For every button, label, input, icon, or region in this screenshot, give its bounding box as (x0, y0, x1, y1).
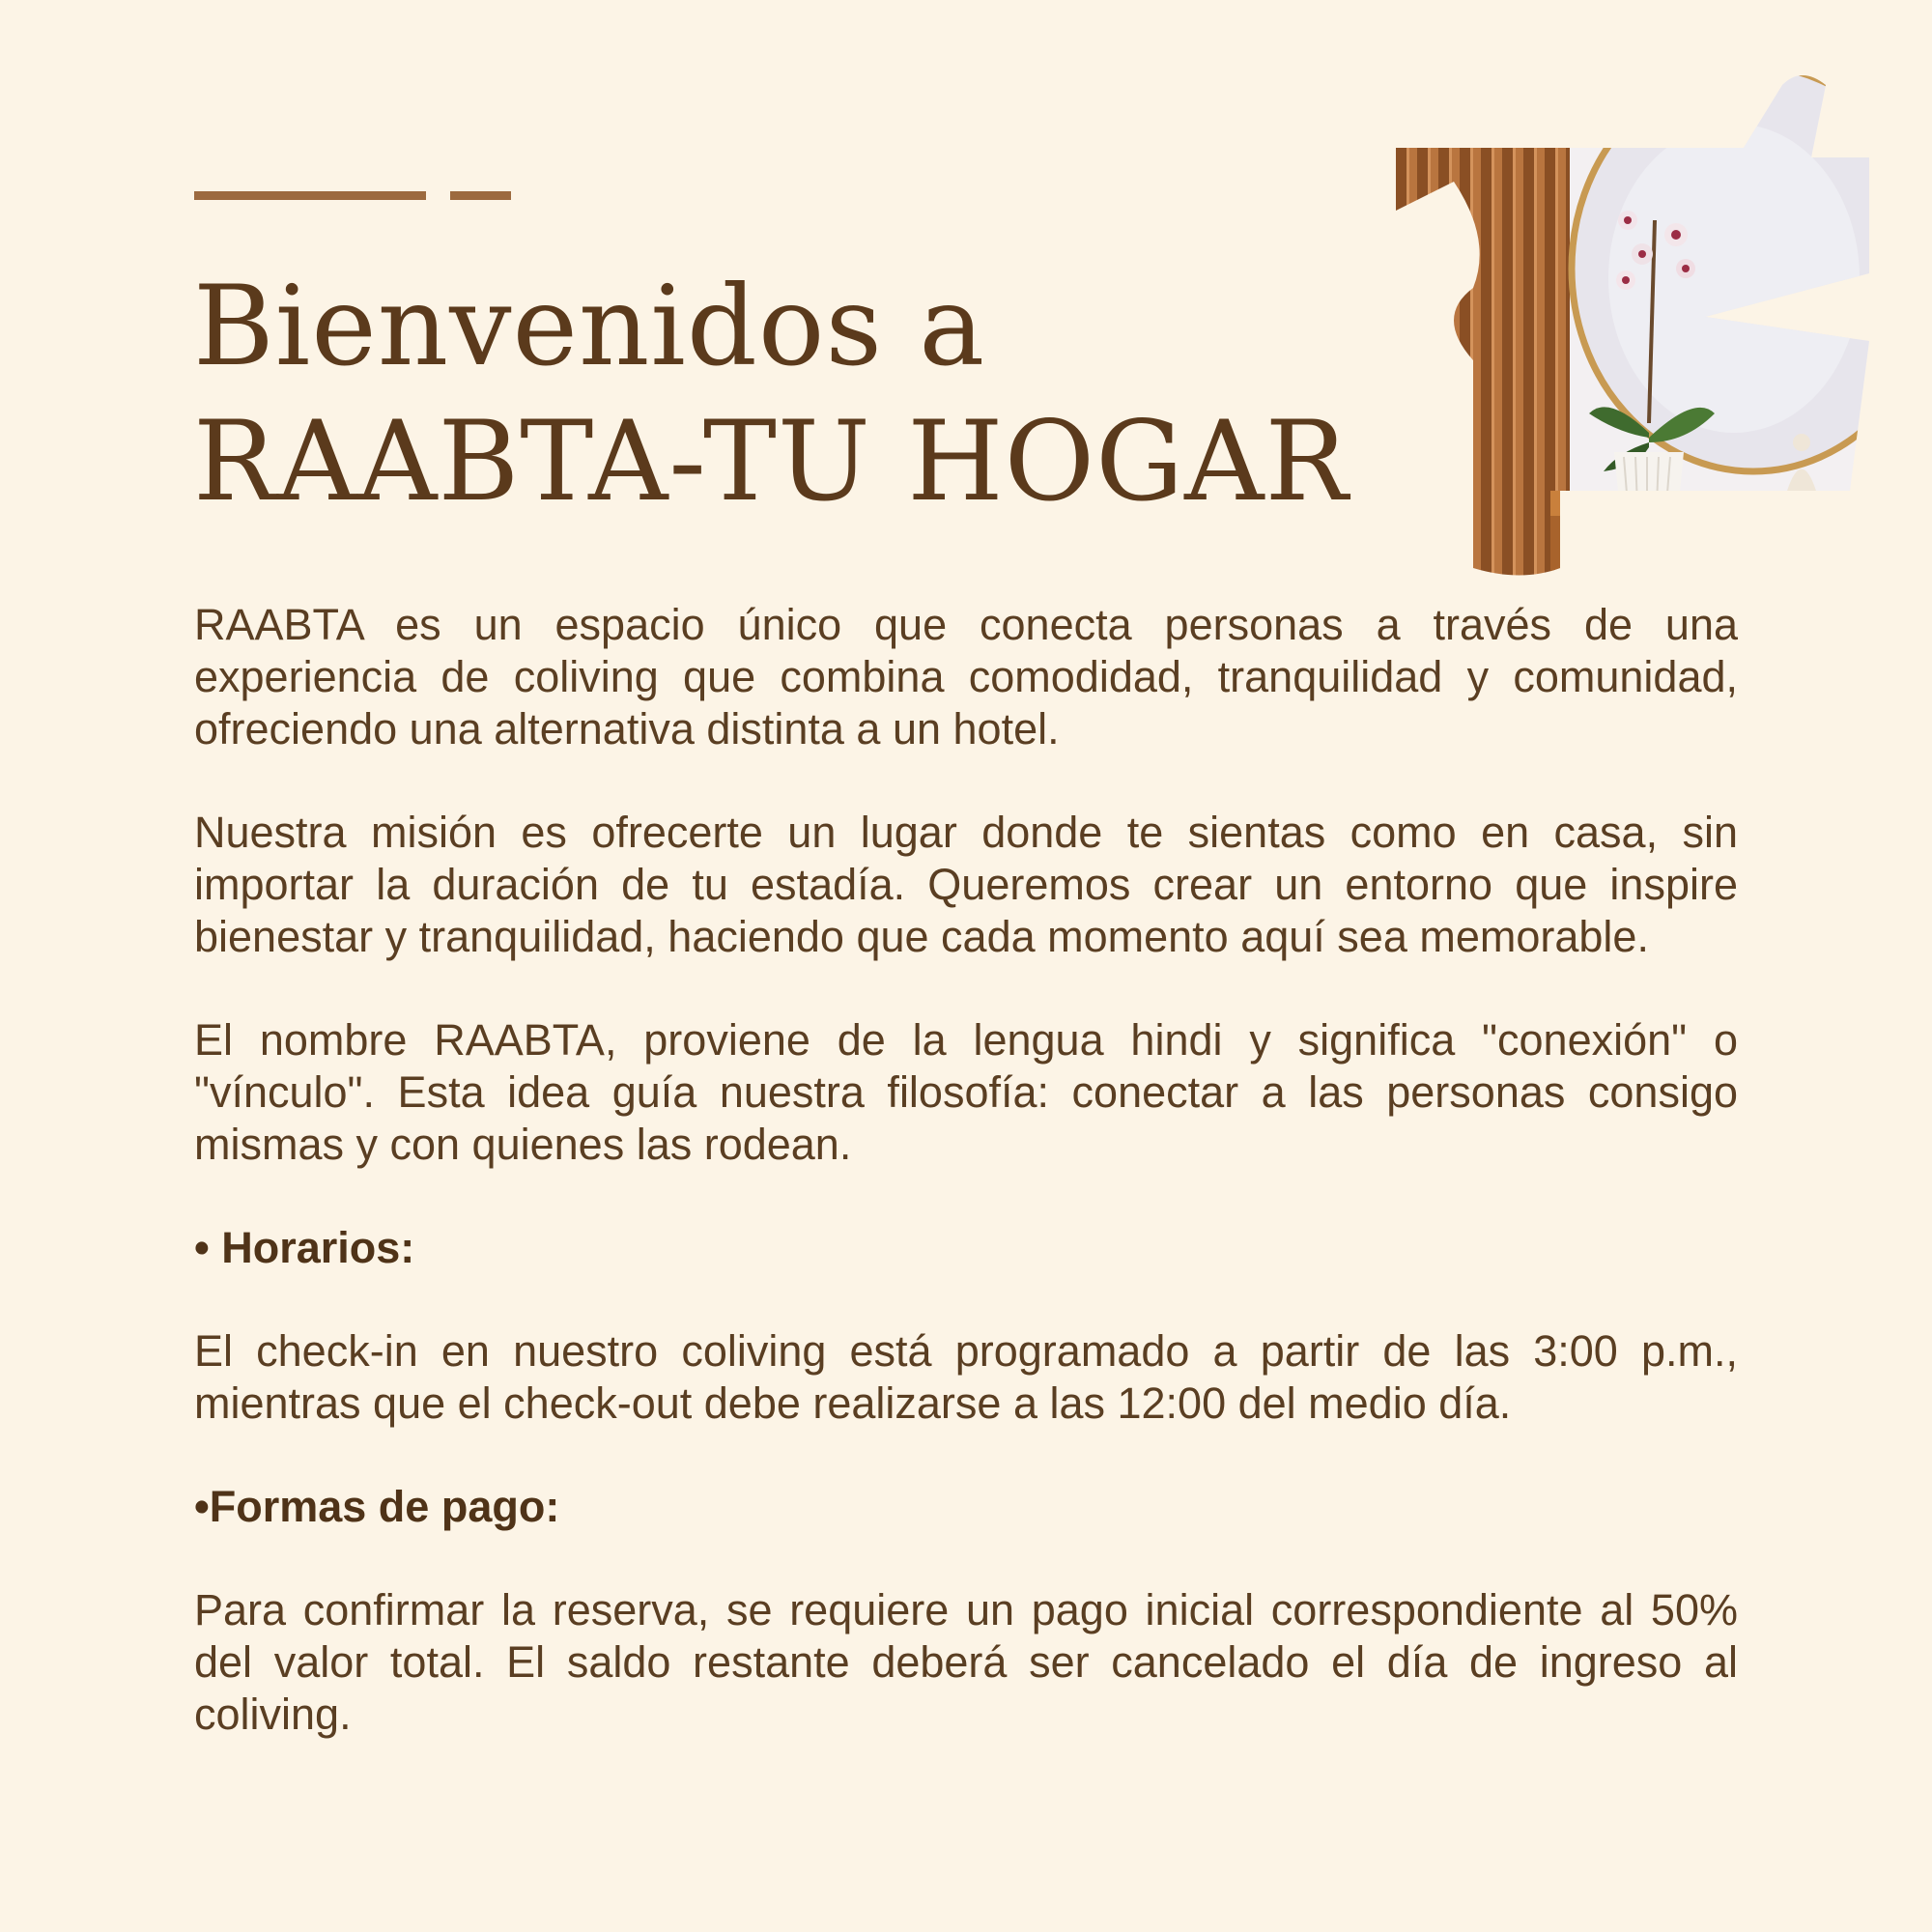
accent-lines (194, 191, 513, 201)
schedule-heading: • Horarios: (194, 1223, 415, 1272)
schedule-paragraph: El check-in en nuestro coliving está programado a partir de las 3:00 p.m., mientras que el check-out debe realizarse a las 12:00 del medio día. (194, 1326, 1738, 1428)
mirror-orchid-shelf-photo-icon (1396, 66, 1869, 582)
payment-paragraph: Para confirmar la reserva, se requiere un pago inicial correspondiente al 50% del valor total. El saldo restante deberá ser cancelado el día de ingreso al coliving. (194, 1585, 1738, 1739)
title-line-2: RAABTA-TU HOGAR (193, 397, 1350, 526)
title-line-1: Bienvenidos a (193, 262, 986, 390)
page-title (193, 259, 1381, 529)
mission-paragraph: Nuestra misión es ofrecerte un lugar donde te sientas como en casa, sin importar la duración de tu estadía. Queremos crear un entorno que inspire bienestar y tranquilidad, haciendo que cada momento aquí sea memorable. (194, 808, 1738, 961)
accent-line-short (450, 191, 511, 200)
hero-image (1396, 66, 1869, 582)
content (194, 599, 1738, 1792)
payment-heading: •Formas de pago: (194, 1482, 560, 1531)
name-meaning-paragraph: El nombre RAABTA, proviene de la lengua hindi y significa "conexión" o "vínculo". Esta idea guía nuestra filosofía: conectar a las personas consigo mismas y con quienes las rodean. (194, 1015, 1738, 1169)
accent-line-long (194, 191, 426, 200)
intro-paragraph: RAABTA es un espacio único que conecta personas a través de una experiencia de coliving que combina comodidad, tranquilidad y comunidad, ofreciendo una alternativa distinta a un hotel. (194, 600, 1738, 753)
